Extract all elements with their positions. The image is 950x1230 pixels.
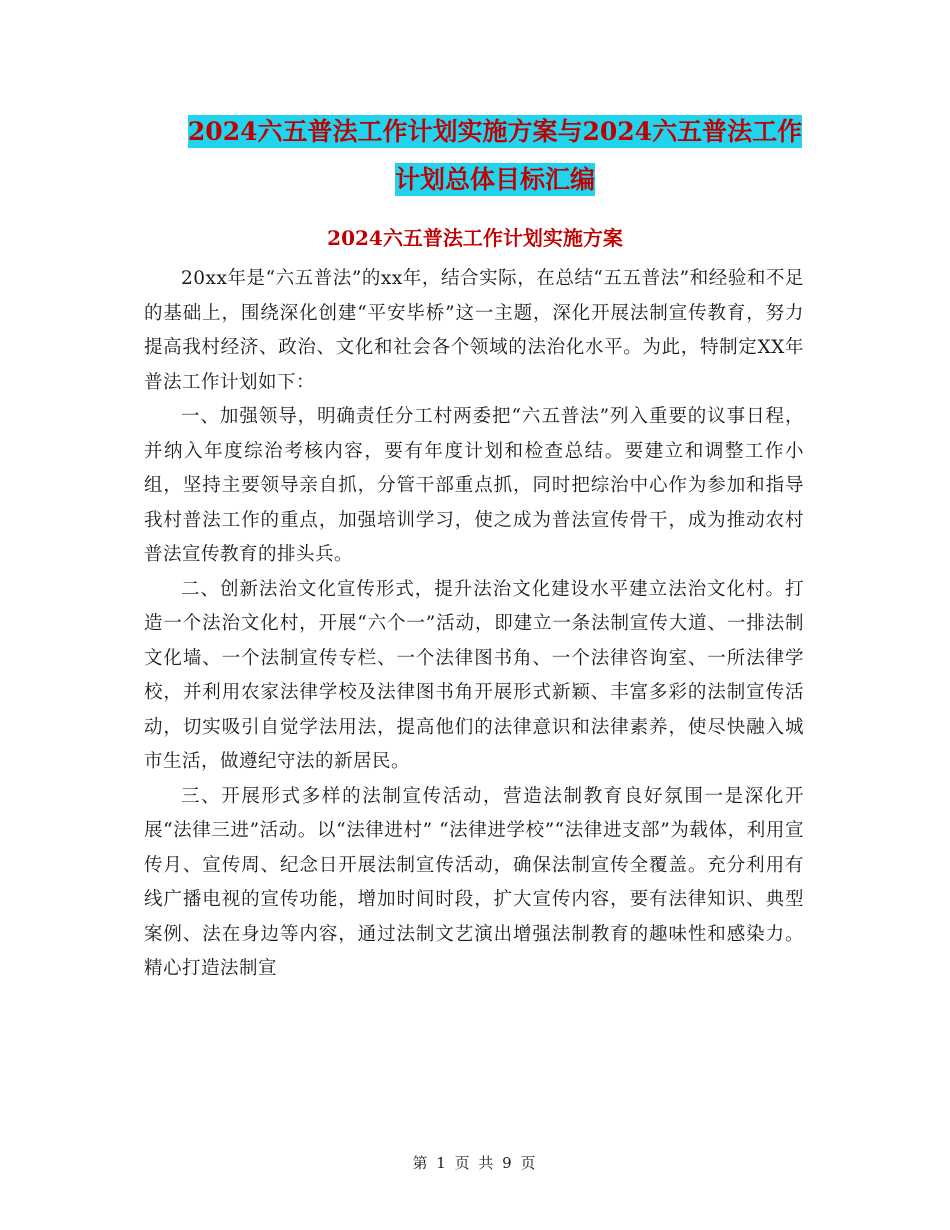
paragraph-legal-culture: 二、创新法治文化宣传形式，提升法治文化建设水平建立法治文化村。打造一个法治文化村，开展“六个一”活动，即建立一条法制宣传大道、一排法制文化墙、一个法制宣传专栏、一个法律图书角、一个法律咨询室、一所法律学校，并利用农家法律学校及法律图书角开展形式新颖、丰富多彩的法制宣传活动，切实吸引自觉学法用法，提高他们的法律意识和法律素养，使尽快融入城市生活，做遵纪守法的新居民。 [144,578,804,772]
page-number-footer: 第 1 页 共 9 页 [412,1154,538,1172]
paragraph-leadership: 一、加强领导，明确责任分工村两委把“六五普法”列入重要的议事日程，并纳入年度综治考核内容，要有年度计划和检查总结。要建立和调整工作小组，坚持主要领导亲自抓，分管干部重点抓，同时把综治中心作为参加和指导我村普法工作的重点，加强培训学习，使之成为普法宣传骨干，成为推动农村普法宣传教育的排头兵。 [144,406,804,565]
paragraph-publicity-activities: 三、开展形式多样的法制宣传活动，营造法制教育良好氛围一是深化开展“法律三进”活动。以“法律进村” “法律进学校”“法律进支部”为载体，利用宣传月、宣传周、纪念日开展法制宣传活动，确保法制宣传全覆盖。充分利用有线广播电视的宣传功能，增加时间时段，扩大宣传内容，要有法律知识、典型案例、法在身边等内容，通过法制文艺演出增强法制教育的趣味性和感染力。精心打造法制宣 [144,785,804,979]
document-title [150,108,840,204]
document-title-line-2: 计划总体目标汇编 [394,165,595,194]
paragraph-intro: 20xx年是“六五普法”的xx年，结合实际，在总结“五五普法”和经验和不足的基础上，围绕深化创建“平安毕桥”这一主题，深化开展法制宣传教育，努力提高我村经济、政治、文化和社会各个领域的法治化水平。为此，特制定XX年普法工作计划如下： [144,268,804,393]
document-body [144,262,804,987]
document-title-line-1: 2024六五普法工作计划实施方案与2024六五普法工作 [187,117,803,146]
section-title: 2024六五普法工作计划实施方案 [327,226,623,250]
